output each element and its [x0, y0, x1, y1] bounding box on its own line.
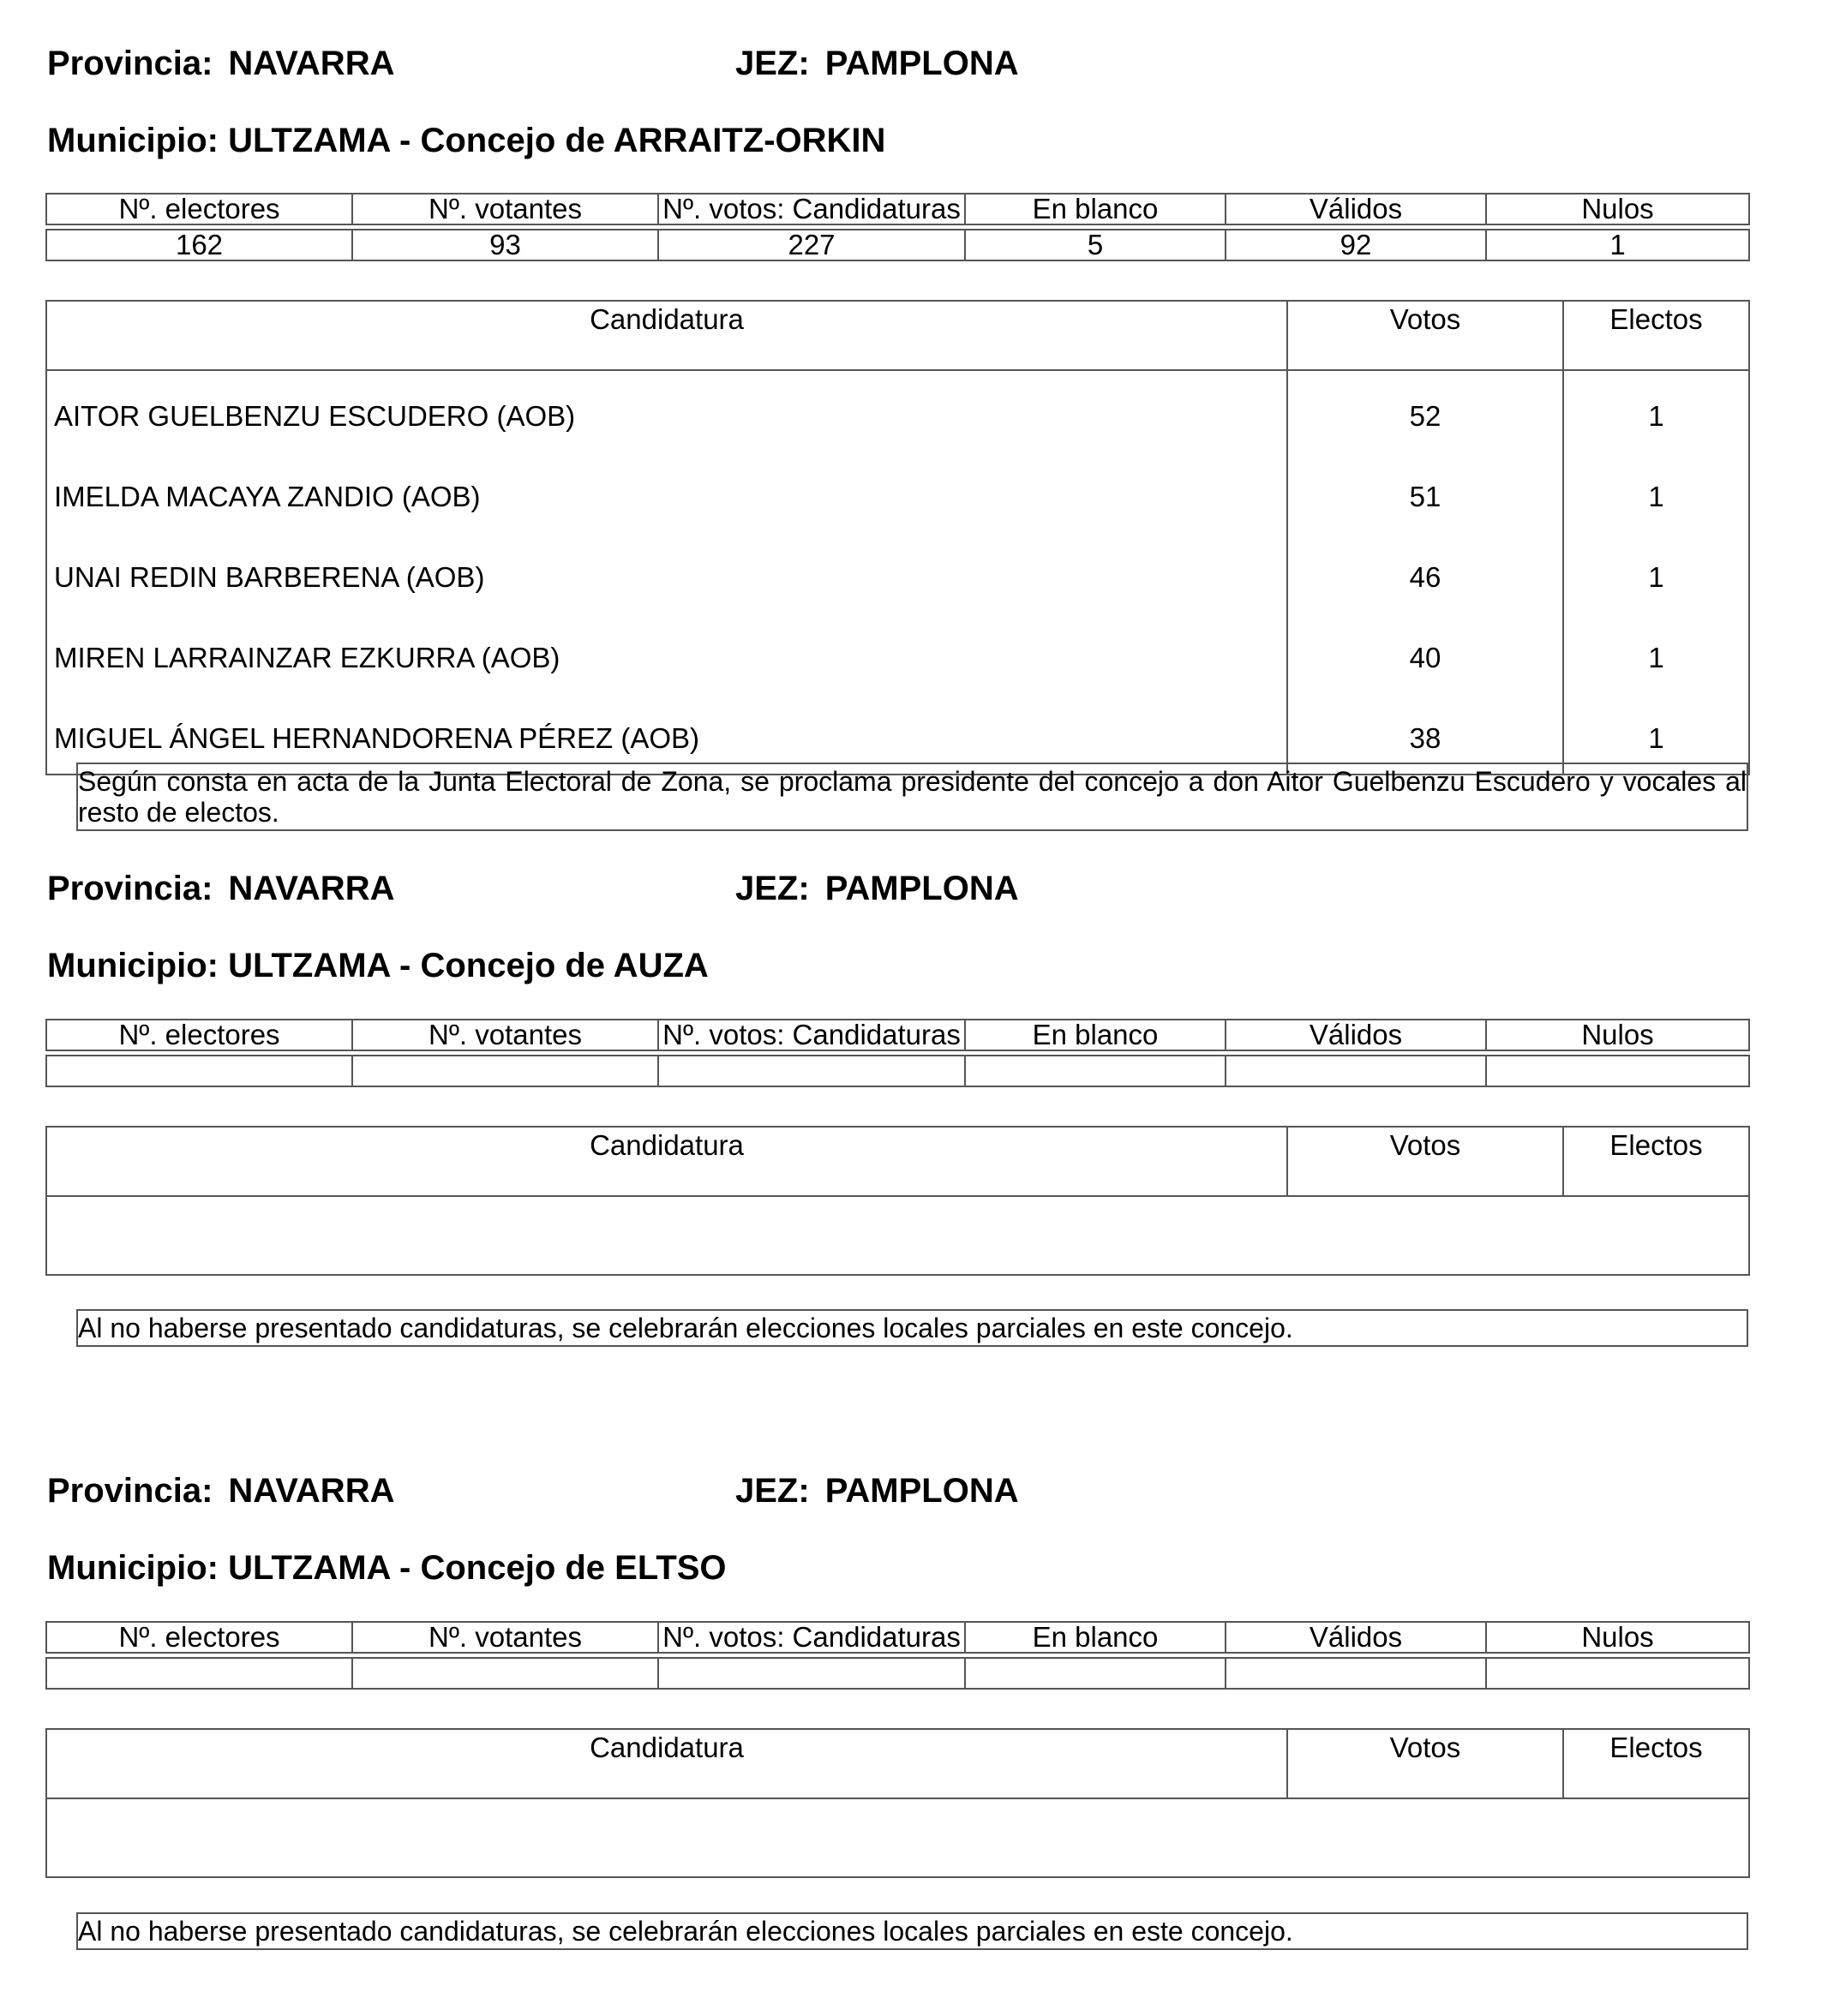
candidate-row [46, 532, 1749, 613]
jez-value: PAMPLONA [824, 45, 1019, 82]
candidates-table [45, 300, 1750, 775]
summary-value-row [46, 1056, 1749, 1086]
candidate-name: MIREN LARRAINZAR EZKURRA (AOB) [46, 613, 1287, 693]
header-votantes: Nº. votantes [352, 194, 658, 224]
value-votantes: 93 [352, 230, 658, 260]
municipio-label: Municipio: [47, 947, 219, 984]
candidate-row [46, 452, 1749, 532]
municipio-value: ULTZAMA - Concejo de AUZA [228, 947, 709, 984]
header-votos-candidaturas: Nº. votos: Candidaturas [658, 194, 965, 224]
header-en-blanco: En blanco [965, 1622, 1226, 1653]
candidates-header-row [46, 1729, 1749, 1798]
jez-value: PAMPLONA [824, 870, 1019, 907]
value-en-blanco [965, 1658, 1226, 1689]
provincia-value: NAVARRA [228, 870, 395, 907]
municipio-value: ULTZAMA - Concejo de ARRAITZ-ORKIN [228, 122, 886, 159]
candidates-table [45, 1126, 1750, 1276]
candidate-row [46, 370, 1749, 452]
jez-label: JEZ: [735, 1472, 810, 1510]
candidate-name: UNAI REDIN BARBERENA (AOB) [46, 532, 1287, 613]
provincia-line [47, 43, 394, 84]
summary-header-row [46, 194, 1749, 224]
candidates-table [45, 1728, 1750, 1878]
provincia-value: NAVARRA [228, 1472, 395, 1510]
value-electores: 162 [46, 230, 352, 260]
candidates-empty-row [46, 1196, 1749, 1275]
header-votantes: Nº. votantes [352, 1622, 658, 1653]
header-candidatura: Candidatura [46, 1127, 1287, 1196]
value-votantes [352, 1658, 658, 1689]
header-votos-candidaturas: Nº. votos: Candidaturas [658, 1622, 965, 1653]
header-votantes: Nº. votantes [352, 1020, 658, 1050]
candidates-empty-row [46, 1798, 1749, 1877]
summary-header-row [46, 1622, 1749, 1653]
candidate-name: IMELDA MACAYA ZANDIO (AOB) [46, 452, 1287, 532]
candidate-votos: 38 [1287, 693, 1563, 775]
jez-line [735, 1470, 1019, 1511]
value-en-blanco [965, 1056, 1226, 1086]
no-candidates-note: Al no haberse presentado candidaturas, se celebrarán elecciones locales parciales en este concejo. [76, 1309, 1748, 1347]
jez-line [735, 43, 1019, 84]
header-nulos: Nulos [1486, 1622, 1749, 1653]
candidate-votos: 52 [1287, 370, 1563, 452]
candidate-electos: 1 [1563, 370, 1749, 452]
value-nulos [1486, 1658, 1749, 1689]
candidate-electos: 1 [1563, 532, 1749, 613]
value-nulos: 1 [1486, 230, 1749, 260]
municipio-label: Municipio: [47, 122, 219, 159]
header-candidatura: Candidatura [46, 1729, 1287, 1798]
municipio-line [47, 945, 709, 986]
header-electores: Nº. electores [46, 194, 352, 224]
value-votos-candidaturas [658, 1658, 965, 1689]
header-validos: Válidos [1226, 1020, 1486, 1050]
header-en-blanco: En blanco [965, 1020, 1226, 1050]
proclamation-note: Según consta en acta de la Junta Electoral de Zona, se proclama presidente del concejo a don Aitor Guelbenzu Escudero y vocales al resto de electos. [76, 763, 1748, 831]
municipio-line [47, 1547, 727, 1588]
header-validos: Válidos [1226, 1622, 1486, 1653]
candidate-votos: 40 [1287, 613, 1563, 693]
provincia-line [47, 868, 394, 909]
header-nulos: Nulos [1486, 1020, 1749, 1050]
candidate-electos: 1 [1563, 452, 1749, 532]
summary-table [45, 1621, 1750, 1690]
provincia-value: NAVARRA [228, 45, 395, 82]
candidate-name: MIGUEL ÁNGEL HERNANDORENA PÉREZ (AOB) [46, 693, 1287, 775]
header-electos: Electos [1563, 1729, 1749, 1798]
no-candidates-note: Al no haberse presentado candidaturas, se celebrarán elecciones locales parciales en este concejo. [76, 1912, 1748, 1950]
jez-value: PAMPLONA [824, 1472, 1019, 1510]
header-validos: Válidos [1226, 194, 1486, 224]
municipio-value: ULTZAMA - Concejo de ELTSO [228, 1549, 727, 1587]
summary-table [45, 1019, 1750, 1087]
value-en-blanco: 5 [965, 230, 1226, 260]
value-votantes [352, 1056, 658, 1086]
candidates-empty-cell [46, 1196, 1749, 1275]
header-electos: Electos [1563, 1127, 1749, 1196]
header-votos: Votos [1287, 1127, 1563, 1196]
candidates-header-row [46, 1127, 1749, 1196]
jez-label: JEZ: [735, 870, 810, 907]
provincia-label: Provincia: [47, 45, 213, 82]
summary-value-row [46, 230, 1749, 260]
summary-table [45, 193, 1750, 261]
municipio-label: Municipio: [47, 1549, 219, 1587]
header-votos: Votos [1287, 301, 1563, 370]
provincia-line [47, 1470, 394, 1511]
value-validos [1226, 1056, 1486, 1086]
jez-line [735, 868, 1019, 909]
provincia-label: Provincia: [47, 1472, 213, 1510]
candidate-name: AITOR GUELBENZU ESCUDERO (AOB) [46, 370, 1287, 452]
header-electores: Nº. electores [46, 1622, 352, 1653]
header-nulos: Nulos [1486, 194, 1749, 224]
value-nulos [1486, 1056, 1749, 1086]
candidate-row [46, 613, 1749, 693]
header-en-blanco: En blanco [965, 194, 1226, 224]
municipio-line [47, 120, 885, 161]
candidate-votos: 46 [1287, 532, 1563, 613]
candidate-votos: 51 [1287, 452, 1563, 532]
candidates-header-row [46, 301, 1749, 370]
value-votos-candidaturas: 227 [658, 230, 965, 260]
jez-label: JEZ: [735, 45, 810, 82]
header-votos: Votos [1287, 1729, 1563, 1798]
value-electores [46, 1658, 352, 1689]
provincia-label: Provincia: [47, 870, 213, 907]
header-candidatura: Candidatura [46, 301, 1287, 370]
value-validos [1226, 1658, 1486, 1689]
value-validos: 92 [1226, 230, 1486, 260]
header-votos-candidaturas: Nº. votos: Candidaturas [658, 1020, 965, 1050]
header-electos: Electos [1563, 301, 1749, 370]
value-electores [46, 1056, 352, 1086]
summary-header-row [46, 1020, 1749, 1050]
summary-value-row [46, 1658, 1749, 1689]
candidate-electos: 1 [1563, 693, 1749, 775]
candidates-empty-cell [46, 1798, 1749, 1877]
value-votos-candidaturas [658, 1056, 965, 1086]
candidate-electos: 1 [1563, 613, 1749, 693]
header-electores: Nº. electores [46, 1020, 352, 1050]
